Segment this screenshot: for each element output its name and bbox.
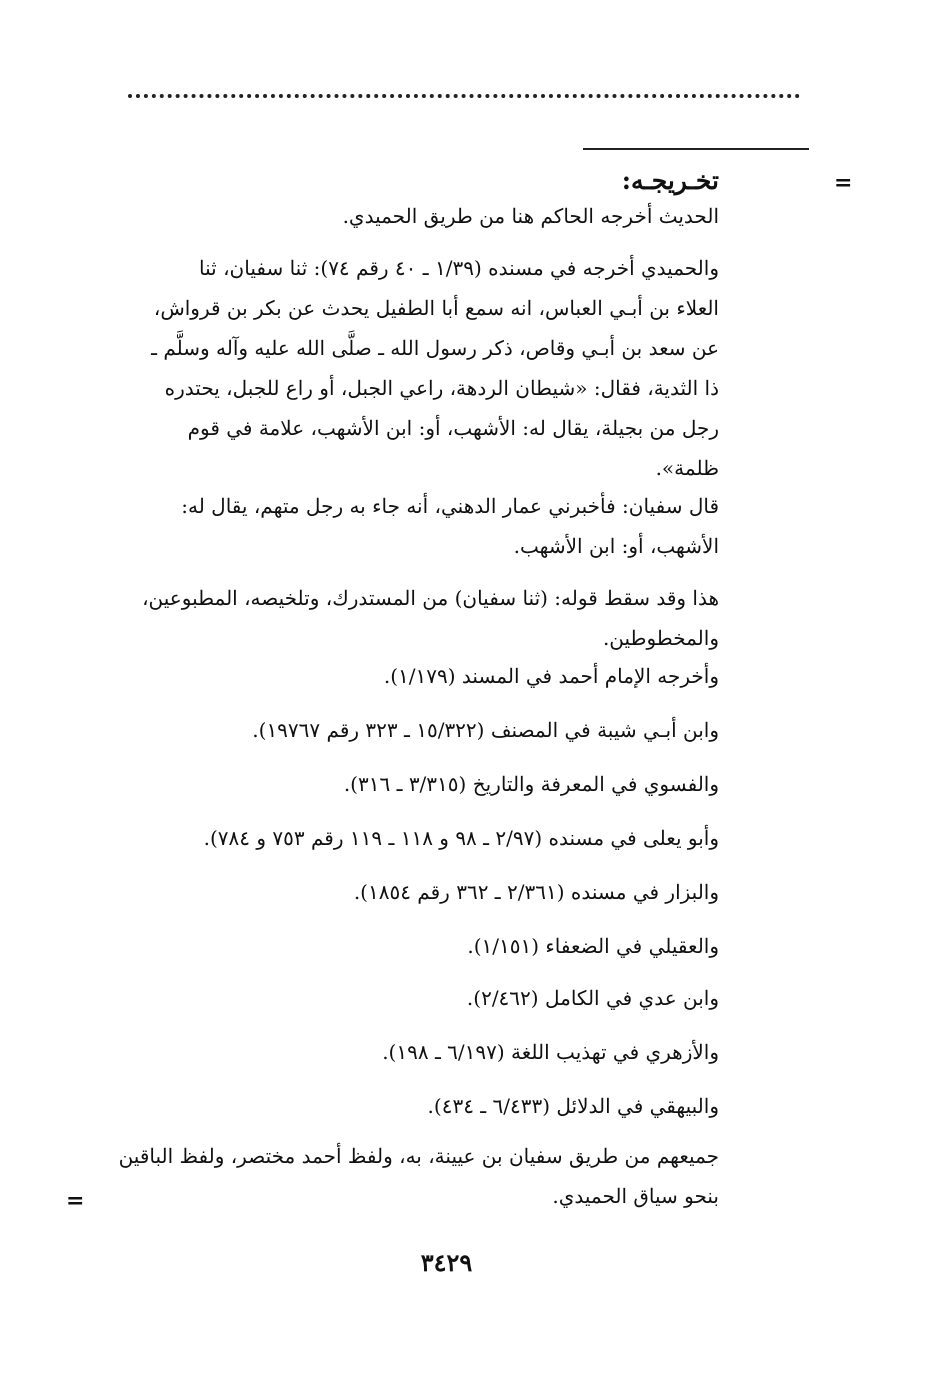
text-line: وابن عدي في الكامل (٢/٤٦٢). xyxy=(466,986,719,1010)
text-line: هذا وقد سقط قوله: (ثنا سفيان) من المستدرك، وتلخيصه، المطبوعين، xyxy=(142,586,719,610)
text-line: والبيهقي في الدلائل (٦/٤٣٣ ـ ٤٣٤). xyxy=(427,1094,719,1118)
text-line: والفسوي في المعرفة والتاريخ (٣/٣١٥ ـ ٣١٦). xyxy=(343,772,719,796)
text-line: عن سعد بن أبـي وقاص، ذكر رسول الله ـ صلَّى الله عليه وآله وسلَّم ـ xyxy=(151,336,719,360)
text-line: والعقيلي في الضعفاء (١/١٥١). xyxy=(467,934,719,958)
text-line: جميعهم من طريق سفيان بن عيينة، به، ولفظ أحمد مختصر، ولفظ الباقين xyxy=(118,1144,719,1168)
text-line: وأبو يعلى في مسنده (٢/٩٧ ـ ٩٨ و ١١٨ ـ ١١٩ رقم ٧٥٣ و ٧٨٤). xyxy=(203,826,719,850)
continuation-marker-bottom: = xyxy=(66,1188,85,1214)
text-line: رجل من بجيلة، يقال له: الأشهب، أو: ابن الأشهب، علامة في قوم xyxy=(187,416,719,440)
heading-rule xyxy=(583,148,809,150)
text-line: والمخطوطين. xyxy=(602,626,719,650)
text-line: والأزهري في تهذيب اللغة (٦/١٩٧ ـ ١٩٨). xyxy=(382,1040,719,1064)
text-line: وابن أبـي شيبة في المصنف (١٥/٣٢٢ ـ ٣٢٣ رقم ١٩٧٦٧). xyxy=(252,718,719,742)
text-line: والحميدي أخرجه في مسنده (١/٣٩ ـ ٤٠ رقم ٧٤): ثنا سفيان، ثنا xyxy=(199,256,719,280)
text-line: الحديث أخرجه الحاكم هنا من طريق الحميدي. xyxy=(342,204,719,228)
text-line: ذا الثدية، فقال: «شيطان الردهة، راعي الجبل، أو راع للجبل، يحتدره xyxy=(164,376,719,400)
text-line: وأخرجه الإمام أحمد في المسند (١/١٧٩). xyxy=(383,664,719,688)
text-line: قال سفيان: فأخبرني عمار الدهني، أنه جاء به رجل متهم، يقال له: xyxy=(181,494,719,518)
section-heading: تخـريجـه: xyxy=(621,166,719,195)
dotted-separator xyxy=(128,94,800,98)
text-line: ظلمة». xyxy=(655,456,719,480)
text-line: الأشهب، أو: ابن الأشهب. xyxy=(513,534,719,558)
page-number: ٣٤٢٩ xyxy=(420,1248,473,1277)
text-line: العلاء بن أبـي العباس، انه سمع أبا الطفيل يحدث عن بكر بن قرواش، xyxy=(153,296,719,320)
text-line: والبزار في مسنده (٢/٣٦١ ـ ٣٦٢ رقم ١٨٥٤). xyxy=(353,880,719,904)
continuation-marker-top: = xyxy=(834,170,853,196)
text-line: بنحو سياق الحميدي. xyxy=(552,1184,719,1208)
